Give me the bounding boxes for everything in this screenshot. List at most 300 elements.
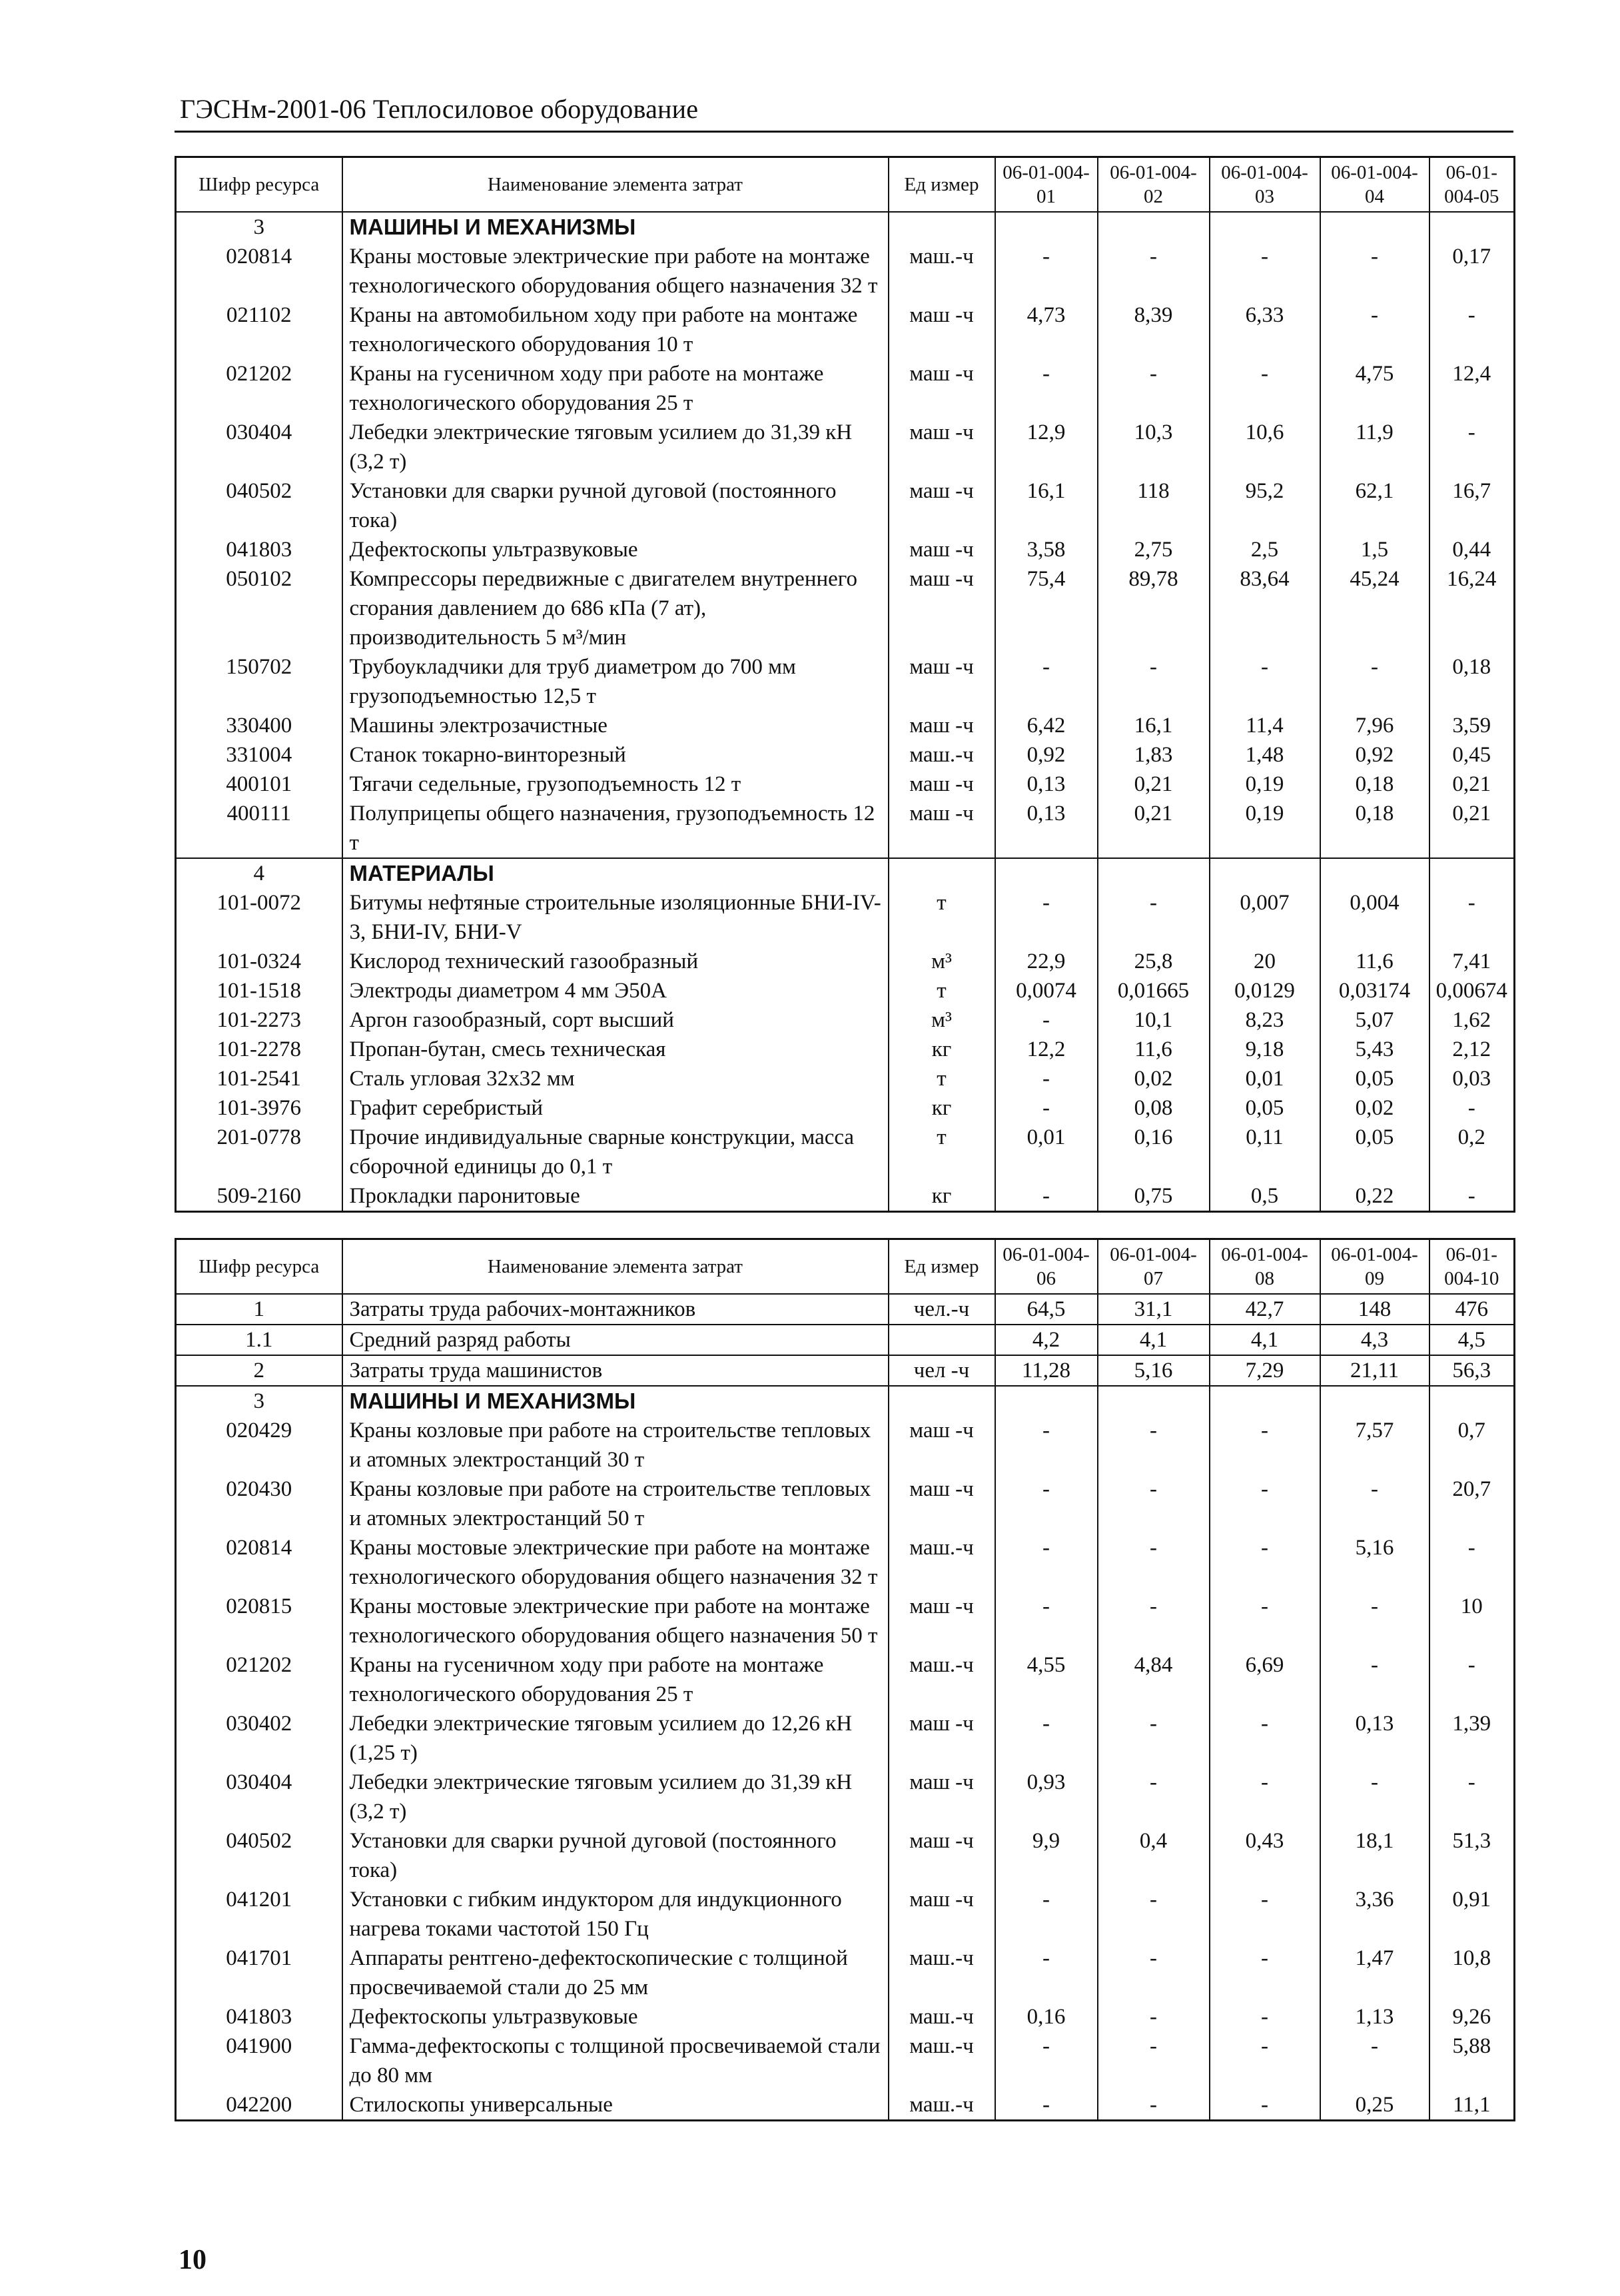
resource-name: Полуприцепы общего назначения, грузоподъемность 12 т bbox=[342, 799, 889, 858]
table-header-row bbox=[176, 1239, 1515, 1295]
table-row bbox=[176, 1294, 1515, 1325]
unit-cell: маш -ч bbox=[889, 1592, 995, 1650]
value-cell: 0,01665 bbox=[1098, 976, 1210, 1005]
resource-code: 030402 bbox=[176, 1709, 342, 1768]
table-row bbox=[176, 1592, 1515, 1650]
resource-code: 021202 bbox=[176, 359, 342, 418]
unit-cell: маш -ч bbox=[889, 564, 995, 652]
value-cell: 8,39 bbox=[1098, 300, 1210, 359]
resource-code: 020814 bbox=[176, 242, 342, 300]
value-cell: 9,9 bbox=[995, 1826, 1098, 1885]
resource-name: Сталь угловая 32х32 мм bbox=[342, 1064, 889, 1093]
table-row bbox=[176, 1325, 1515, 1355]
table-row bbox=[176, 1355, 1515, 1386]
value-cell: - bbox=[995, 1093, 1098, 1123]
value-cell: 0,007 bbox=[1210, 888, 1320, 947]
resource-name: Затраты труда машинистов bbox=[342, 1355, 889, 1386]
value-cell: 6,69 bbox=[1210, 1650, 1320, 1709]
value-cell: 0,13 bbox=[995, 770, 1098, 799]
unit-cell: маш.-ч bbox=[889, 2031, 995, 2090]
value-cell: 56,3 bbox=[1429, 1355, 1515, 1386]
value-cell: - bbox=[1320, 652, 1429, 711]
value-cell bbox=[1098, 212, 1210, 242]
unit-cell: маш -ч bbox=[889, 1768, 995, 1826]
value-cell: 51,3 bbox=[1452, 1829, 1491, 1853]
value-cell: 476 bbox=[1429, 1294, 1515, 1325]
value-cell: 0,03 bbox=[1452, 1067, 1491, 1091]
resource-code: 201-0778 bbox=[176, 1123, 342, 1181]
value-cell bbox=[1429, 212, 1515, 242]
value-cell: 0,16 bbox=[1098, 1123, 1210, 1181]
value-cell: 5,43 bbox=[1320, 1035, 1429, 1064]
value-cell bbox=[1210, 212, 1320, 242]
table-row bbox=[176, 947, 1515, 976]
col-header-value: 06-01-004-02 bbox=[1098, 157, 1210, 213]
value-cell: 7,41 bbox=[1452, 949, 1491, 973]
value-cell: - bbox=[1098, 652, 1210, 711]
table-row bbox=[176, 1885, 1515, 1944]
unit-cell bbox=[889, 212, 995, 242]
value-cell: 0,05 bbox=[1320, 1123, 1429, 1181]
resource-code: 101-0072 bbox=[176, 888, 342, 947]
resource-name: Аппараты рентгено-дефектоскопические с толщиной просвечиваемой стали до 25 мм bbox=[342, 1944, 889, 2002]
resource-name: Лебедки электрические тяговым усилием до 31,39 кН (3,2 т) bbox=[342, 1768, 889, 1826]
col-header-unit: Ед измер bbox=[889, 157, 995, 213]
value-cell: 25,8 bbox=[1098, 947, 1210, 976]
value-cell: - bbox=[995, 1709, 1098, 1768]
value-cell: 21,11 bbox=[1320, 1355, 1429, 1386]
value-cell: 12,4 bbox=[1452, 362, 1491, 386]
value-cell: 12,2 bbox=[995, 1035, 1098, 1064]
unit-cell: м³ bbox=[889, 947, 995, 976]
unit-cell bbox=[889, 1386, 995, 1416]
value-cell: 0,5 bbox=[1210, 1181, 1320, 1212]
value-cell: - bbox=[995, 1592, 1098, 1650]
unit-cell: т bbox=[889, 1123, 995, 1181]
unit-cell: маш -ч bbox=[889, 476, 995, 535]
table-row bbox=[176, 652, 1515, 711]
value-cell: 4,75 bbox=[1320, 359, 1429, 418]
value-cell: 0,00674 bbox=[1435, 979, 1507, 1003]
unit-cell: м³ bbox=[889, 1005, 995, 1035]
value-cell: 0,93 bbox=[995, 1768, 1098, 1826]
value-cell: 0,18 bbox=[1320, 770, 1429, 799]
value-cell: 0,13 bbox=[995, 799, 1098, 858]
value-cell: 0,004 bbox=[1320, 888, 1429, 947]
value-cell: 1,13 bbox=[1320, 2002, 1429, 2031]
value-cell: 1,47 bbox=[1320, 1944, 1429, 2002]
value-cell: 0,03174 bbox=[1320, 976, 1429, 1005]
value-cell: 10,3 bbox=[1098, 418, 1210, 476]
resource-code: 1 bbox=[176, 1294, 342, 1325]
value-cell: - bbox=[1210, 1768, 1320, 1826]
value-cell: - bbox=[1467, 1653, 1475, 1677]
unit-cell: маш -ч bbox=[889, 1885, 995, 1944]
value-cell: - bbox=[995, 242, 1098, 300]
value-cell: - bbox=[1098, 242, 1210, 300]
resource-code: 150702 bbox=[176, 652, 342, 711]
header-rule bbox=[175, 131, 1513, 133]
col-header-value: 06-01-004-03 bbox=[1210, 157, 1320, 213]
value-cell: - bbox=[1210, 1944, 1320, 2002]
table-row bbox=[176, 1093, 1515, 1123]
value-cell: 16,1 bbox=[995, 476, 1098, 535]
value-cell: 0,01 bbox=[995, 1123, 1098, 1181]
unit-cell: маш -ч bbox=[889, 359, 995, 418]
resource-name: Краны на гусеничном ходу при работе на монтаже технологического оборудования 25 т bbox=[342, 1650, 889, 1709]
unit-cell: т bbox=[889, 1064, 995, 1093]
value-cell: 0,7 bbox=[1457, 1419, 1485, 1442]
value-cell: 0,08 bbox=[1098, 1093, 1210, 1123]
resource-code: 020430 bbox=[176, 1474, 342, 1533]
table-row bbox=[176, 1944, 1515, 2002]
unit-cell: маш.-ч bbox=[889, 740, 995, 770]
value-cell: 0,21 bbox=[1098, 770, 1210, 799]
value-cell: - bbox=[995, 1533, 1098, 1592]
resource-name: Дефектоскопы ультразвуковые bbox=[342, 2002, 889, 2031]
value-cell: 16,24 bbox=[1447, 567, 1497, 591]
unit-cell: маш.-ч bbox=[889, 242, 995, 300]
value-cell: 4,55 bbox=[995, 1650, 1098, 1709]
resource-code: 331004 bbox=[176, 740, 342, 770]
value-cell: - bbox=[1210, 1885, 1320, 1944]
value-cell: 0,02 bbox=[1098, 1064, 1210, 1093]
value-cell: - bbox=[1098, 1474, 1210, 1533]
value-cell: 64,5 bbox=[995, 1294, 1098, 1325]
resource-code: 040502 bbox=[176, 1826, 342, 1885]
value-cell: 4,1 bbox=[1098, 1325, 1210, 1355]
value-cell: 20 bbox=[1210, 947, 1320, 976]
section-row bbox=[176, 212, 1515, 242]
value-cell: - bbox=[1098, 1533, 1210, 1592]
value-cell: - bbox=[995, 1474, 1098, 1533]
unit-cell: маш -ч bbox=[889, 300, 995, 359]
value-cell: 2,12 bbox=[1452, 1037, 1491, 1061]
resource-code: 1.1 bbox=[176, 1325, 342, 1355]
value-cell: - bbox=[1098, 1592, 1210, 1650]
resource-name: Прокладки паронитовые bbox=[342, 1181, 889, 1212]
table-row bbox=[176, 1064, 1515, 1093]
value-cell: - bbox=[995, 1181, 1098, 1212]
value-cell: 0,18 bbox=[1320, 799, 1429, 858]
resource-code: 020814 bbox=[176, 1533, 342, 1592]
resource-code: 509-2160 bbox=[176, 1181, 342, 1212]
value-cell: 89,78 bbox=[1098, 564, 1210, 652]
value-cell: 0,13 bbox=[1320, 1709, 1429, 1768]
value-cell: 1,83 bbox=[1098, 740, 1210, 770]
resource-code: 4 bbox=[176, 858, 342, 888]
unit-cell: маш -ч bbox=[889, 1416, 995, 1474]
value-cell: - bbox=[995, 1005, 1098, 1035]
value-cell: 0,25 bbox=[1320, 2090, 1429, 2121]
value-cell: 6,33 bbox=[1210, 300, 1320, 359]
value-cell: 12,9 bbox=[995, 418, 1098, 476]
resource-name: Тягачи седельные, грузоподъемность 12 т bbox=[342, 770, 889, 799]
value-cell: 5,16 bbox=[1320, 1533, 1429, 1592]
resource-name: Дефектоскопы ультразвуковые bbox=[342, 535, 889, 564]
table-row bbox=[176, 1005, 1515, 1035]
value-cell: 8,23 bbox=[1210, 1005, 1320, 1035]
value-cell: - bbox=[995, 1064, 1098, 1093]
value-cell: 0,43 bbox=[1210, 1826, 1320, 1885]
value-cell: - bbox=[995, 1944, 1098, 2002]
col-header-value: 06-01-004-07 bbox=[1098, 1239, 1210, 1295]
value-cell bbox=[1429, 1386, 1515, 1416]
table-row bbox=[176, 1650, 1515, 1709]
value-cell: 18,1 bbox=[1320, 1826, 1429, 1885]
value-cell: - bbox=[1098, 1885, 1210, 1944]
value-cell: 0,11 bbox=[1210, 1123, 1320, 1181]
value-cell: - bbox=[1467, 1770, 1475, 1794]
value-cell: 0,44 bbox=[1452, 538, 1491, 562]
unit-cell: кг bbox=[889, 1035, 995, 1064]
value-cell: - bbox=[1098, 888, 1210, 947]
resource-code: 2 bbox=[176, 1355, 342, 1386]
table-row bbox=[176, 2002, 1515, 2031]
value-cell: 10,1 bbox=[1098, 1005, 1210, 1035]
table-row bbox=[176, 1709, 1515, 1768]
unit-cell: чел -ч bbox=[889, 1355, 995, 1386]
value-cell: 0,05 bbox=[1210, 1093, 1320, 1123]
resource-table-2 bbox=[175, 1238, 1515, 2121]
value-cell: 3,59 bbox=[1452, 714, 1491, 738]
value-cell: 42,7 bbox=[1210, 1294, 1320, 1325]
value-cell: - bbox=[995, 359, 1098, 418]
table-row bbox=[176, 1035, 1515, 1064]
value-cell: - bbox=[1098, 1416, 1210, 1474]
table-row bbox=[176, 1474, 1515, 1533]
value-cell: - bbox=[1320, 242, 1429, 300]
resource-code: 400101 bbox=[176, 770, 342, 799]
col-header-value: 06-01-004-09 bbox=[1320, 1239, 1429, 1295]
value-cell: 1,48 bbox=[1210, 740, 1320, 770]
unit-cell: т bbox=[889, 888, 995, 947]
resource-name: Установки для сварки ручной дуговой (постоянного тока) bbox=[342, 476, 889, 535]
table-row bbox=[176, 711, 1515, 740]
resource-code: 101-3976 bbox=[176, 1093, 342, 1123]
table-row bbox=[176, 564, 1515, 652]
col-header-value: 06-01-004-01 bbox=[995, 157, 1098, 213]
value-cell bbox=[1320, 212, 1429, 242]
value-cell: 4,73 bbox=[995, 300, 1098, 359]
value-cell: - bbox=[1098, 1768, 1210, 1826]
value-cell bbox=[995, 1386, 1098, 1416]
resource-name: Стилоскопы универсальные bbox=[342, 2090, 889, 2121]
value-cell: 5,07 bbox=[1320, 1005, 1429, 1035]
page-header-title: ГЭСНм-2001-06 Теплосиловое оборудование bbox=[180, 94, 699, 124]
unit-cell: маш -ч bbox=[889, 770, 995, 799]
unit-cell: кг bbox=[889, 1093, 995, 1123]
unit-cell: маш.-ч bbox=[889, 1533, 995, 1592]
resource-name: Прочие индивидуальные сварные конструкции, масса сборочной единицы до 0,1 т bbox=[342, 1123, 889, 1181]
table-row bbox=[176, 1123, 1515, 1181]
col-header-name: Наименование элемента затрат bbox=[342, 1239, 889, 1295]
resource-code: 400111 bbox=[176, 799, 342, 858]
value-cell: 4,2 bbox=[995, 1325, 1098, 1355]
resource-code: 041701 bbox=[176, 1944, 342, 2002]
resource-name: Краны на гусеничном ходу при работе на монтаже технологического оборудования 25 т bbox=[342, 359, 889, 418]
value-cell: - bbox=[1467, 1096, 1475, 1120]
table-row bbox=[176, 1768, 1515, 1826]
col-header-unit: Ед измер bbox=[889, 1239, 995, 1295]
table-row bbox=[176, 418, 1515, 476]
value-cell: - bbox=[995, 1416, 1098, 1474]
value-cell: - bbox=[1320, 1768, 1429, 1826]
value-cell: - bbox=[1210, 2002, 1320, 2031]
resource-name: Кислород технический газообразный bbox=[342, 947, 889, 976]
value-cell: 11,1 bbox=[1452, 2093, 1491, 2117]
value-cell bbox=[995, 212, 1098, 242]
value-cell: - bbox=[995, 652, 1098, 711]
value-cell: 0,21 bbox=[1452, 802, 1491, 826]
col-header-value: 06-01-004-04 bbox=[1320, 157, 1429, 213]
value-cell: 16,7 bbox=[1452, 479, 1491, 503]
value-cell: 11,6 bbox=[1320, 947, 1429, 976]
value-cell: - bbox=[1320, 1474, 1429, 1533]
value-cell: 6,42 bbox=[995, 711, 1098, 740]
value-cell: 10 bbox=[1460, 1594, 1483, 1618]
value-cell: 7,96 bbox=[1320, 711, 1429, 740]
resource-code: 050102 bbox=[176, 564, 342, 652]
resource-code: 3 bbox=[176, 1386, 342, 1416]
value-cell: 7,29 bbox=[1210, 1355, 1320, 1386]
table-row bbox=[176, 1181, 1515, 1212]
value-cell: 0,0129 bbox=[1210, 976, 1320, 1005]
col-header-value: 06-01-004-08 bbox=[1210, 1239, 1320, 1295]
table-row bbox=[176, 359, 1515, 418]
resource-code: 021102 bbox=[176, 300, 342, 359]
value-cell: - bbox=[1320, 1650, 1429, 1709]
value-cell: - bbox=[1210, 1416, 1320, 1474]
table-row bbox=[176, 476, 1515, 535]
value-cell: 0,02 bbox=[1320, 1093, 1429, 1123]
value-cell: - bbox=[1467, 1536, 1475, 1560]
value-cell: - bbox=[1210, 1474, 1320, 1533]
value-cell: 0,21 bbox=[1452, 772, 1491, 796]
value-cell: - bbox=[1320, 1592, 1429, 1650]
value-cell bbox=[1098, 1386, 1210, 1416]
value-cell bbox=[995, 858, 1098, 888]
value-cell: 7,57 bbox=[1320, 1416, 1429, 1474]
value-cell: 1,39 bbox=[1452, 1712, 1491, 1736]
value-cell bbox=[1098, 858, 1210, 888]
resource-code: 041803 bbox=[176, 2002, 342, 2031]
resource-code: 330400 bbox=[176, 711, 342, 740]
table-header-row bbox=[176, 157, 1515, 213]
table-row bbox=[176, 1826, 1515, 1885]
resource-code: 020429 bbox=[176, 1416, 342, 1474]
col-header-value: 06-01-004-05 bbox=[1429, 157, 1515, 213]
resource-name: Краны мостовые электрические при работе на монтаже технологического оборудования общего назначения 32 т bbox=[342, 242, 889, 300]
value-cell: 118 bbox=[1098, 476, 1210, 535]
value-cell: 2,75 bbox=[1098, 535, 1210, 564]
value-cell: 0,22 bbox=[1320, 1181, 1429, 1212]
resource-code: 3 bbox=[176, 212, 342, 242]
value-cell: 1,5 bbox=[1320, 535, 1429, 564]
value-cell: 0,91 bbox=[1452, 1888, 1491, 1912]
value-cell: - bbox=[1467, 303, 1475, 327]
resource-code: 041803 bbox=[176, 535, 342, 564]
resource-code: 101-2541 bbox=[176, 1064, 342, 1093]
col-header-value: 06-01-004-06 bbox=[995, 1239, 1098, 1295]
value-cell bbox=[1320, 858, 1429, 888]
unit-cell: маш -ч bbox=[889, 799, 995, 858]
value-cell: 11,28 bbox=[995, 1355, 1098, 1386]
table-row bbox=[176, 888, 1515, 947]
value-cell: 95,2 bbox=[1210, 476, 1320, 535]
value-cell bbox=[1210, 858, 1320, 888]
value-cell: - bbox=[1098, 2031, 1210, 2090]
table-row bbox=[176, 740, 1515, 770]
table-row bbox=[176, 1533, 1515, 1592]
resource-name: Гамма-дефектоскопы с толщиной просвечиваемой стали до 80 мм bbox=[342, 2031, 889, 2090]
resource-code: 030404 bbox=[176, 1768, 342, 1826]
col-header-value: 06-01-004-10 bbox=[1429, 1239, 1515, 1295]
value-cell: - bbox=[1210, 1709, 1320, 1768]
col-header-name: Наименование элемента затрат bbox=[342, 157, 889, 213]
value-cell: 4,5 bbox=[1429, 1325, 1515, 1355]
resource-name: Краны на автомобильном ходу при работе на монтаже технологического оборудования 10 т bbox=[342, 300, 889, 359]
value-cell: - bbox=[1210, 242, 1320, 300]
resource-code: 041201 bbox=[176, 1885, 342, 1944]
resource-code: 041900 bbox=[176, 2031, 342, 2090]
value-cell: 0,16 bbox=[995, 2002, 1098, 2031]
unit-cell: маш.-ч bbox=[889, 1944, 995, 2002]
value-cell bbox=[1210, 1386, 1320, 1416]
value-cell: - bbox=[1210, 1533, 1320, 1592]
section-title: МАШИНЫ И МЕХАНИЗМЫ bbox=[342, 1386, 889, 1416]
resource-code: 101-2273 bbox=[176, 1005, 342, 1035]
value-cell: - bbox=[1320, 300, 1429, 359]
resource-name: Битумы нефтяные строительные изоляционные БНИ-IV-3, БНИ-IV, БНИ-V bbox=[342, 888, 889, 947]
value-cell: 9,18 bbox=[1210, 1035, 1320, 1064]
resource-name: Электроды диаметром 4 мм Э50А bbox=[342, 976, 889, 1005]
unit-cell: т bbox=[889, 976, 995, 1005]
value-cell: 0,92 bbox=[1320, 740, 1429, 770]
value-cell: 3,36 bbox=[1320, 1885, 1429, 1944]
resource-code: 030404 bbox=[176, 418, 342, 476]
resource-name: Краны мостовые электрические при работе на монтаже технологического оборудования общего назначения 32 т bbox=[342, 1533, 889, 1592]
value-cell: 20,7 bbox=[1452, 1477, 1491, 1501]
table-row bbox=[176, 242, 1515, 300]
section-row bbox=[176, 1386, 1515, 1416]
resource-code: 042200 bbox=[176, 2090, 342, 2121]
value-cell: - bbox=[1098, 359, 1210, 418]
value-cell: - bbox=[995, 888, 1098, 947]
resource-name: Графит серебристый bbox=[342, 1093, 889, 1123]
value-cell: - bbox=[1210, 1592, 1320, 1650]
value-cell: 0,05 bbox=[1320, 1064, 1429, 1093]
value-cell: 0,18 bbox=[1452, 655, 1491, 679]
resource-name: Трубоукладчики для труб диаметром до 700 мм грузоподъемностью 12,5 т bbox=[342, 652, 889, 711]
unit-cell bbox=[889, 1325, 995, 1355]
resource-name: Затраты труда рабочих-монтажников bbox=[342, 1294, 889, 1325]
value-cell: 11,9 bbox=[1320, 418, 1429, 476]
value-cell: 2,5 bbox=[1210, 535, 1320, 564]
value-cell: - bbox=[1320, 2031, 1429, 2090]
table-row bbox=[176, 2090, 1515, 2121]
value-cell: 4,1 bbox=[1210, 1325, 1320, 1355]
value-cell: 62,1 bbox=[1320, 476, 1429, 535]
value-cell: - bbox=[1098, 2090, 1210, 2121]
section-row bbox=[176, 858, 1515, 888]
unit-cell: маш -ч bbox=[889, 535, 995, 564]
table-row bbox=[176, 1416, 1515, 1474]
resource-name: Средний разряд работы bbox=[342, 1325, 889, 1355]
resource-name: Краны козловые при работе на строительстве тепловых и атомных электростанций 50 т bbox=[342, 1474, 889, 1533]
resource-code: 101-1518 bbox=[176, 976, 342, 1005]
resource-code: 040502 bbox=[176, 476, 342, 535]
